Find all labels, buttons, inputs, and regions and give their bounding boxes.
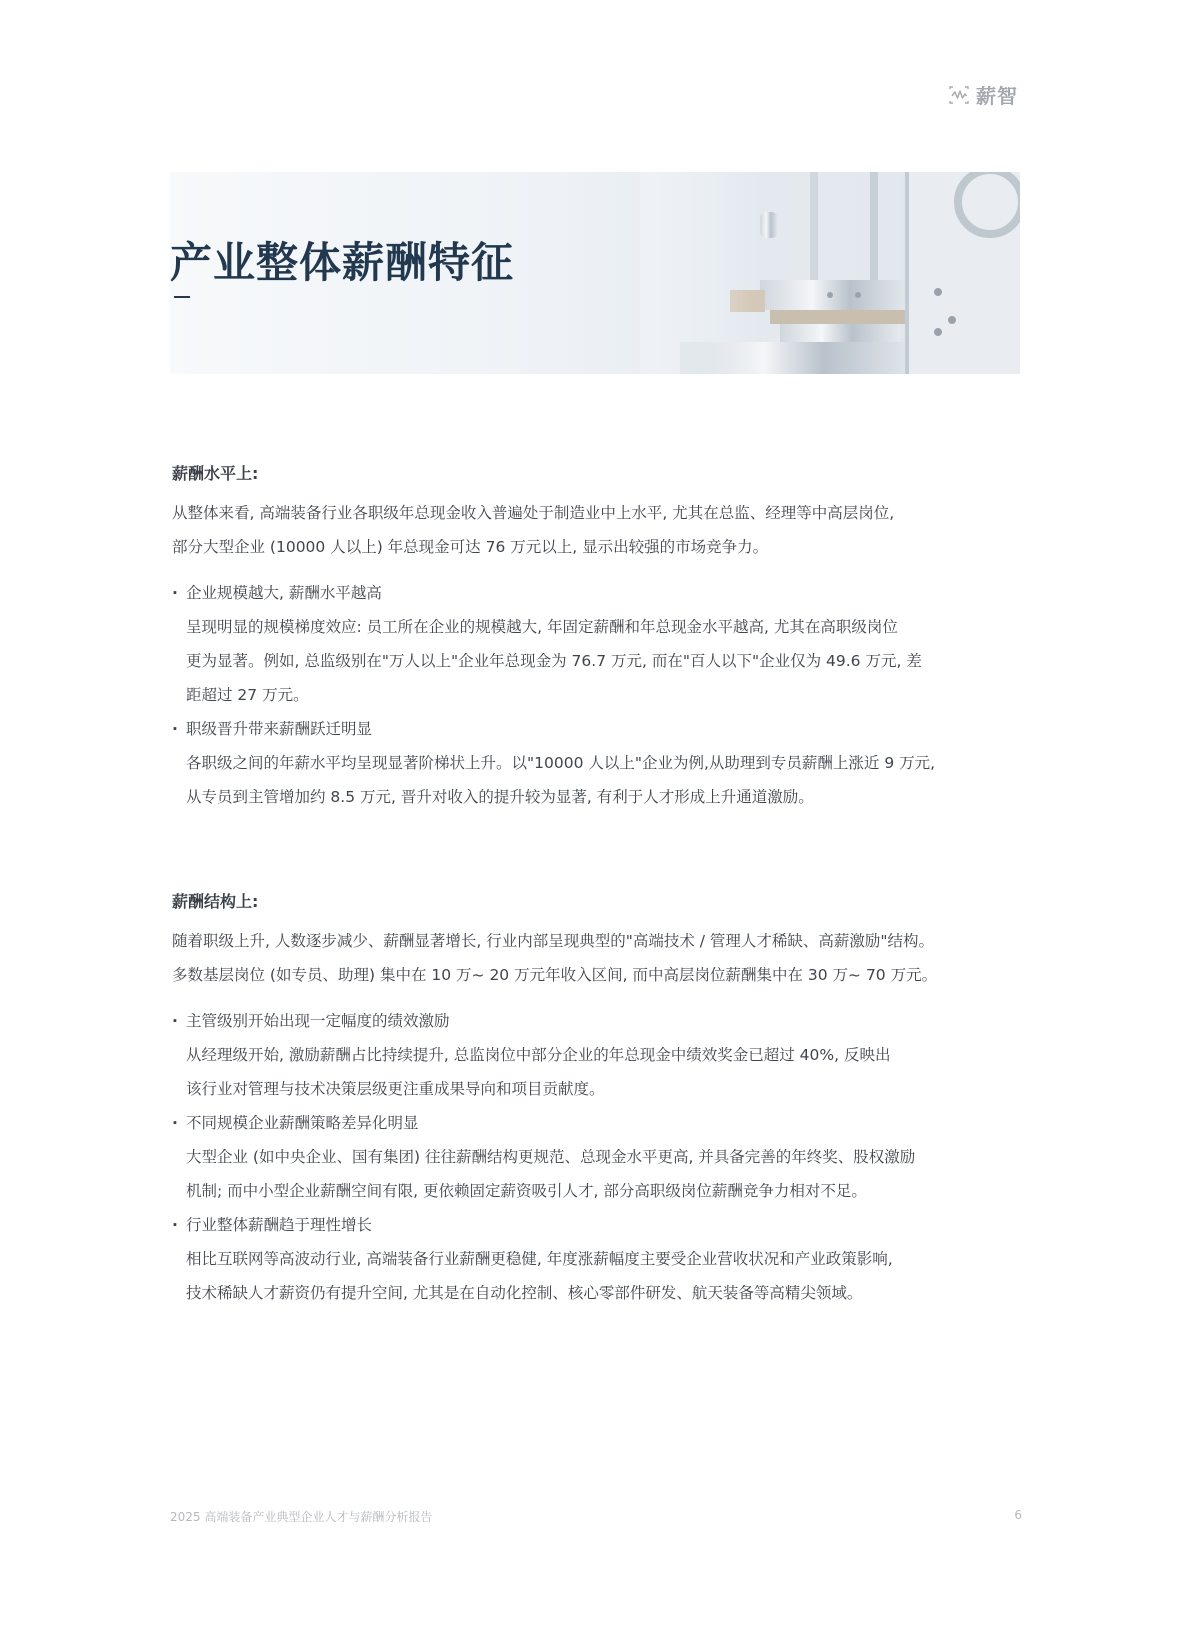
paragraph-line: 从整体来看, 高端装备行业各职级年总现金收入普遍处于制造业中上水平, 尤其在总监、经理等中高层岗位, [172,504,895,522]
section-heading: 薪酬水平上: [172,464,259,483]
bullet-body-line: 更为显著。例如, 总监级别在"万人以上"企业年总现金为 76.7 万元, 而在"百人以下"企业仅为 49.6 万元, 差 [186,652,922,670]
page-footer [170,1508,1022,1525]
brand-name: 薪智 [976,84,1018,108]
page-title: 产业整体薪酬特征 [170,238,515,287]
bullet-title: · 行业整体薪酬趋于理性增长 [172,1208,1032,1242]
bullet-title: · 企业规模越大, 薪酬水平越高 [172,576,1032,610]
report-title: 2025 高端装备产业典型企业人才与薪酬分析报告 [170,1510,433,1524]
section-pay-structure [172,890,1032,1310]
waveform-icon [948,85,970,105]
bullet-body-line: 距超过 27 万元。 [186,686,309,704]
brand-logo [948,80,1018,109]
page-banner [170,172,1020,374]
bullet-body-line: 从专员到主管增加约 8.5 万元, 晋升对收入的提升较为显著, 有利于人才形成上升通道激励。 [186,788,814,806]
bullet-body-line: 从经理级开始, 激励薪酬占比持续提升, 总监岗位中部分企业的年总现金中绩效奖金已超过 40%, 反映出 [186,1046,891,1064]
page-number: 6 [1014,1508,1022,1522]
paragraph-line: 随着职级上升, 人数逐步减少、薪酬显著增长, 行业内部呈现典型的"高端技术 / 管理人才稀缺、高薪激励"结构。 [172,932,935,950]
bullet-title: · 职级晋升带来薪酬跃迁明显 [172,712,1032,746]
machinery-image [640,172,1020,374]
section-heading: 薪酬结构上: [172,892,259,911]
bullet-title: · 不同规模企业薪酬策略差异化明显 [172,1106,1032,1140]
section-pay-level [172,462,1032,814]
bullet-body-line: 技术稀缺人才薪资仍有提升空间, 尤其是在自动化控制、核心零部件研发、航天装备等高精尖领域。 [186,1284,863,1302]
paragraph-line: 部分大型企业 (10000 人以上) 年总现金可达 76 万元以上, 显示出较强的市场竞争力。 [172,538,769,556]
bullet-body-line: 机制; 而中小型企业薪酬空间有限, 更依赖固定薪资吸引人才, 部分高职级岗位薪酬竞争力相对不足。 [186,1182,867,1200]
bullet-body-line: 呈现明显的规模梯度效应: 员工所在企业的规模越大, 年固定薪酬和年总现金水平越高, 尤其在高职级岗位 [186,618,898,636]
bullet-body-line: 大型企业 (如中央企业、国有集团) 往往薪酬结构更规范、总现金水平更高, 并具备完善的年终奖、股权激励 [186,1148,916,1166]
paragraph-line: 多数基层岗位 (如专员、助理) 集中在 10 万~ 20 万元年收入区间, 而中高层岗位薪酬集中在 30 万~ 70 万元。 [172,966,938,984]
bullet-body-line: 该行业对管理与技术决策层级更注重成果导向和项目贡献度。 [186,1080,605,1098]
bullet-title: · 主管级别开始出现一定幅度的绩效激励 [172,1004,1032,1038]
bullet-body-line: 各职级之间的年薪水平均呈现显著阶梯状上升。以"10000 人以上"企业为例,从助理到专员薪酬上涨近 9 万元, [186,754,936,772]
bullet-body-line: 相比互联网等高波动行业, 高端装备行业薪酬更稳健, 年度涨薪幅度主要受企业营收状况和产业政策影响, [186,1250,893,1268]
title-underline [174,296,190,298]
